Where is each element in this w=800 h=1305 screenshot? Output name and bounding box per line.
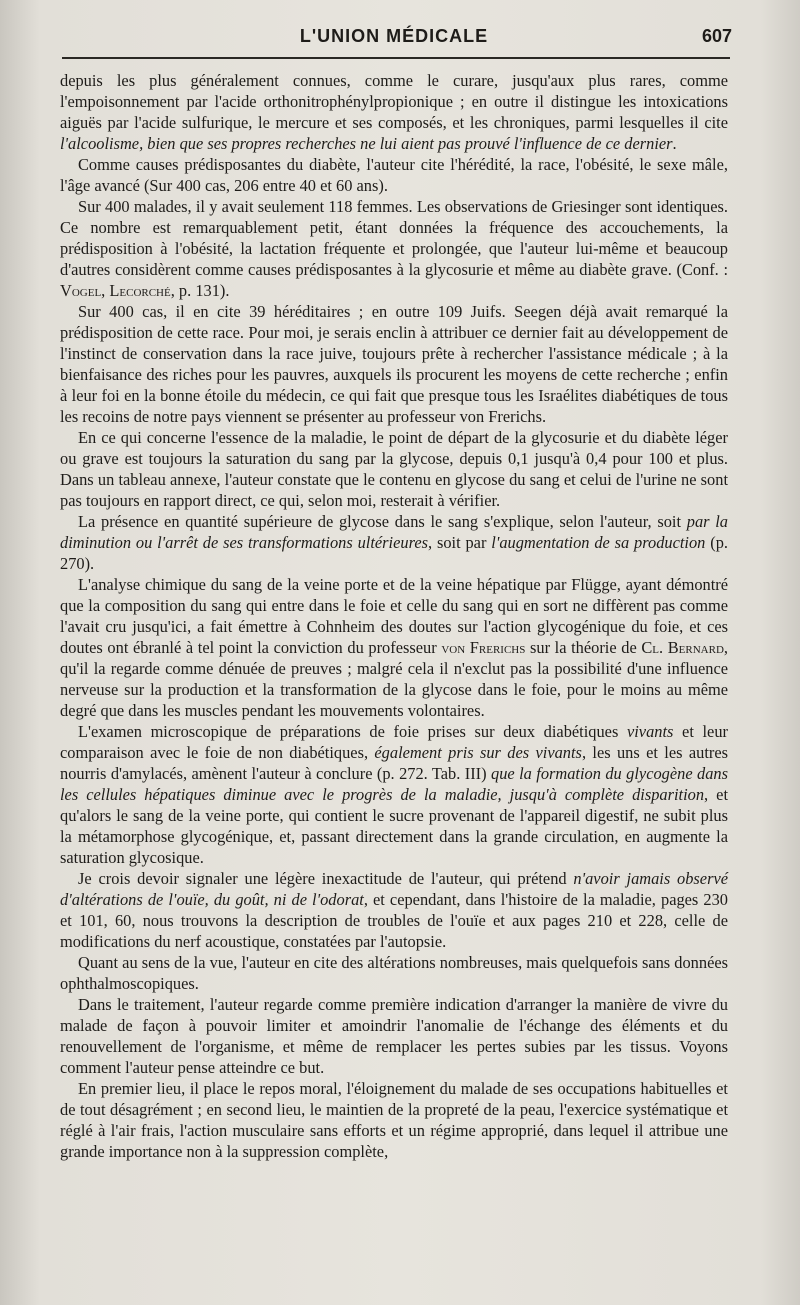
paragraph (60, 154, 728, 196)
text-run: Sur 400 cas, il en cite 39 héréditaires ; en outre 109 Juifs. Seegen déjà avait remarqué la prédisposition de cette race. Pour moi, je serais enclin à attribuer ce dernier fait au développement de l'instinct de conservation dans la race juive, toujours prête à rechercher l'assistance médicale ; à la bienfaisance des riches pour les pauvres, auxquels ils procurent les moyens de cette recherche ; enfin à leur foi en la bonne étoile du médecin, ce qui fait que presque tous les Israélites diabétiques de tous les recoins de notre pays viennent se présenter au professeur von Frerichs. (60, 302, 728, 426)
italic-text: vivants (626, 722, 674, 741)
paragraph (60, 1078, 728, 1162)
text-run: La présence en quantité supérieure de glycose dans le sang s'explique, selon l'auteur, soit (78, 512, 687, 531)
text-run: L'analyse chimique du sang de la veine porte et de la veine hépatique par Flügge, ayant démontré que la composition du sang qui entre dans le foie et celle du sang qui en sort ne diffèrent pas comme l'avait cru jusqu'ici, a fait émettre à Cohnheim des doutes sur l'action glycogénique du foie, et ces doutes ont ébranlé à tel point la conviction du professeur (60, 575, 728, 657)
text-run: , et qu'alors le sang de la veine porte, qui contient le sucre provenant de l'appareil digestif, ne subit plus la métamorphose glycogénique, et, passant directement dans la grande circulation, en augmente la saturation glycosique. (60, 785, 728, 867)
paragraph (60, 301, 728, 427)
page-header (60, 22, 732, 56)
body-text (60, 70, 728, 1162)
text-run: En ce qui concerne l'essence de la maladie, le point de départ de la glycosurie et du diabète léger ou grave est toujours la saturation du sang par la glycose, depuis 0,1 jusqu'à 0,4 pour 100 et plus. Dans un tableau annexe, l'auteur constate que le contenu en glycose du sang et celui de l'urine ne sont pas toujours en rapport direct, ce qui, selon moi, resterait à vérifier. (60, 428, 728, 510)
text-run: Quant au sens de la vue, l'auteur en cite des altérations nombreuses, mais quelquefois sans données ophthalmoscopiques. (60, 953, 728, 993)
header-rule (62, 57, 730, 59)
paragraph (60, 721, 728, 868)
text-run: L'examen microscopique de préparations de foie prises sur deux diabétiques (78, 722, 627, 741)
page-number: 607 (701, 26, 732, 46)
text-run: , p. 131). (170, 281, 230, 300)
text-run: , et cependant, dans l'histoire de la maladie, pages 230 et 101, 60, nous trouvons la description de troubles de l'ouïe et aux pages 210 et 228, celle de modifications du nerf acoustique, constatées par l'autopsie. (60, 890, 728, 951)
text-run: depuis les plus généralement connues, comme le curare, jusqu'aux plus rares, comme l'empoisonnement par l'acide orthonitrophénylpropionique ; en outre il distingue les intoxications aiguës par l'acide sulfurique, le mercure et ses composés, et les chroniques, parmi lesquelles il cite (60, 71, 728, 132)
text-run: (p. 270). (60, 533, 728, 573)
text-run: sur la théorie de (525, 638, 642, 657)
text-run: et leur comparaison avec le foie de non diabétiques, (60, 722, 728, 762)
text-run: , (101, 281, 110, 300)
paragraph (60, 574, 728, 721)
paragraph (60, 952, 728, 994)
text-run: . (672, 134, 677, 153)
paragraph (60, 427, 728, 511)
running-title: L'UNION MÉDICALE (299, 26, 489, 46)
italic-text: que la formation du glycogène dans les cellules hépatiques diminue avec le progrès de la maladie, jusqu'à complète disparition (60, 764, 728, 804)
small-caps-name: Vogel (60, 281, 102, 300)
paragraph (60, 994, 728, 1078)
paragraph (60, 868, 728, 952)
paragraph (60, 70, 728, 154)
text-run: Je crois devoir signaler une légère inexactitude de l'auteur, qui prétend (78, 869, 574, 888)
text-run: Dans le traitement, l'auteur regarde comme première indication d'arranger la manière de vivre du malade de façon à pouvoir limiter et amoindrir l'anomalie de l'échange des éléments et du renouvellement de l'organisme, et même de remplacer les pertes subies par les tissus. Voyons comment l'auteur pense atteindre ce but. (60, 995, 728, 1077)
text-run: , qu'il la regarde comme dénuée de preuves ; malgré cela il n'exclut pas la possibilité d'une influence nerveuse sur la production et la transformation de la glycose dans le foie, pour le moins au même degré que dans les muscles pendant les mouvements volontaires. (60, 638, 729, 720)
italic-text: n'avoir jamais observé d'altérations de l'ouïe, du goût, ni de l'odorat (60, 869, 729, 909)
text-run: , les uns et les autres nourris d'amylacés, amènent l'auteur à conclure (p. 272. Tab. III) (60, 743, 728, 783)
text-run: En premier lieu, il place le repos moral, l'éloignement du malade de ses occupations habituelles et de tout désagrément ; en second lieu, le maintien de la propreté de la peau, l'exercice systématique et réglé à l'air frais, l'action musculaire sans efforts et un régime approprié, dans lequel il attribue une grande importance non à la suppression complète, (60, 1079, 728, 1161)
small-caps-name: Cl. Bernard (641, 638, 724, 657)
italic-text: par la diminution ou l'arrêt de ses transformations ultérieures (60, 512, 728, 552)
paragraph (60, 511, 728, 574)
small-caps-name: von Frerichs (441, 638, 526, 657)
paragraph (60, 196, 728, 301)
text-run: Sur 400 malades, il y avait seulement 118 femmes. Les observations de Griesinger sont identiques. Ce nombre est remarquablement petit, étant données la fréquence des accouchements, la prédisposition à l'obésité, la lactation fréquente et prolongée, que l'auteur lui-même et beaucoup d'autres considèrent comme causes prédisposantes à la glycosurie et même au diabète grave. (Conf. : (60, 197, 728, 279)
text-run: Comme causes prédisposantes du diabète, l'auteur cite l'hérédité, la race, l'obésité, le sexe mâle, l'âge avancé (Sur 400 cas, 206 entre 40 et 60 ans). (60, 155, 728, 195)
text-run: , soit par (428, 533, 492, 552)
italic-text: l'augmentation de sa production (491, 533, 706, 552)
italic-text: également pris sur des vivants (374, 743, 582, 762)
small-caps-name: Lecorché (109, 281, 171, 300)
italic-text: l'alcoolisme, bien que ses propres recherches ne lui aient pas prouvé l'influence de ce dernier (60, 134, 673, 153)
